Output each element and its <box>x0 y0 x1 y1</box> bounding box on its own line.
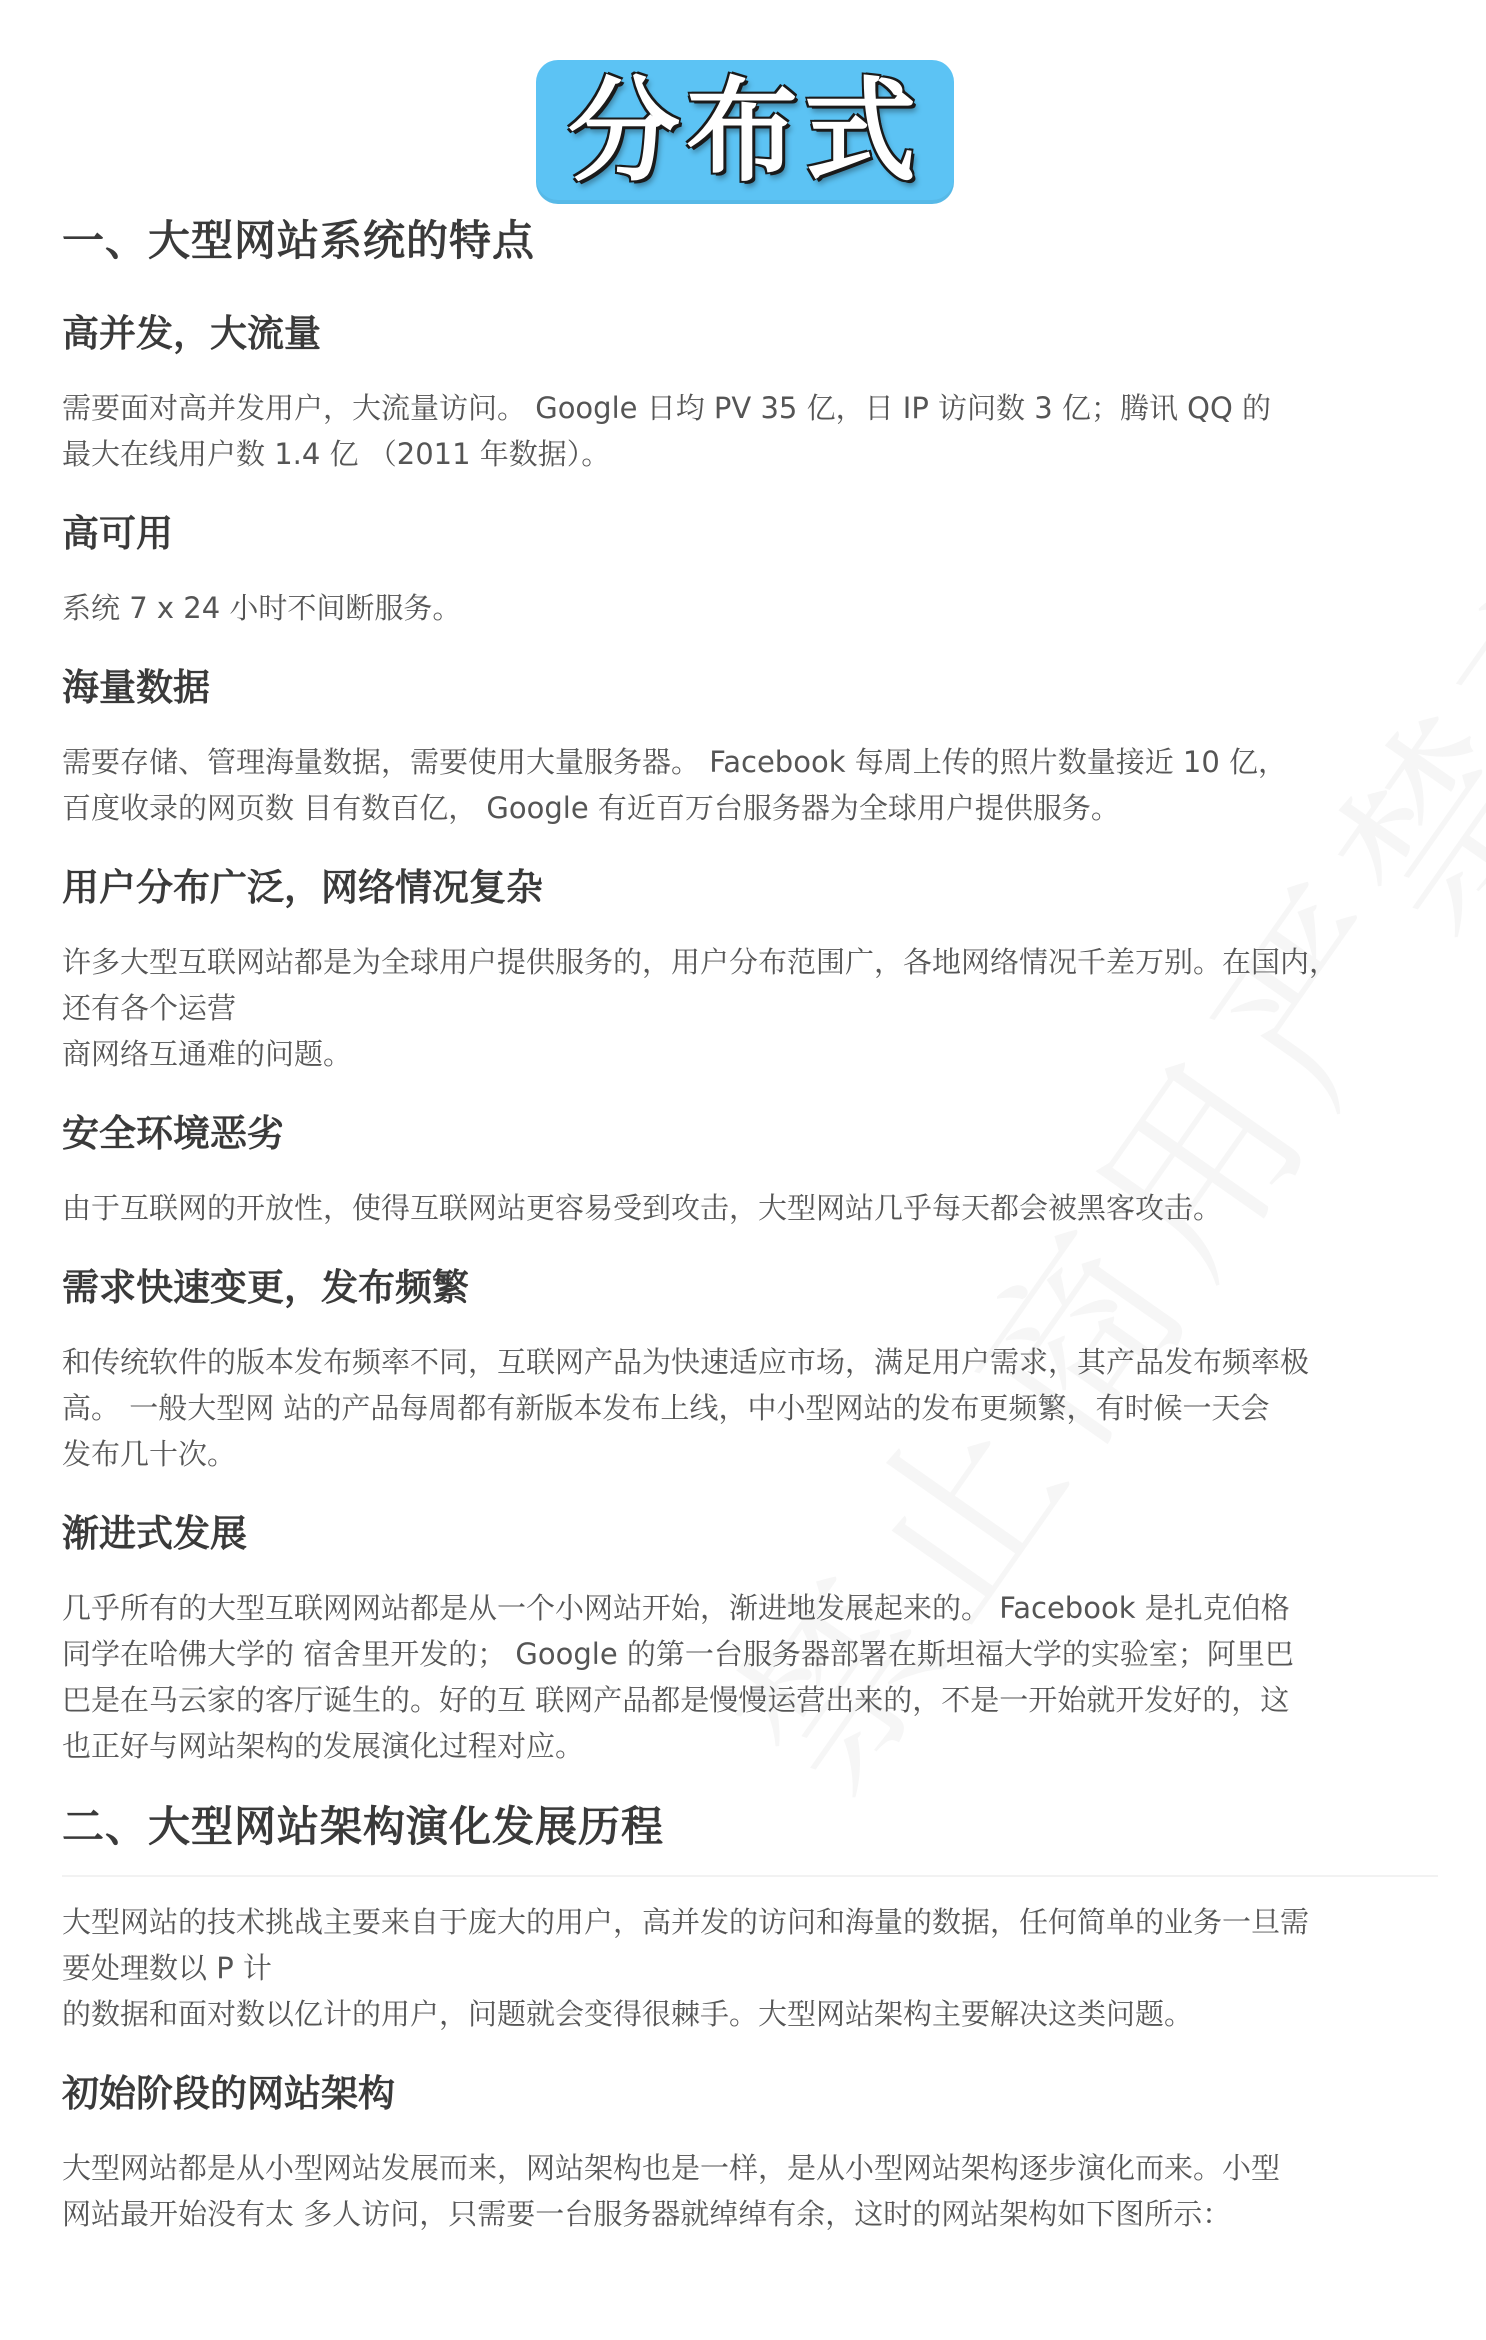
paragraph-line: 大型网站都是从小型网站发展而来，网站架构也是一样，是从小型网站架构逐步演化而来。小型 <box>62 2151 1281 2185</box>
subheading-high-concurrency: 高并发，大流量 <box>62 312 321 355</box>
section-heading-evolution: 二、大型网站架构演化发展历程 <box>62 1791 1438 1877</box>
paragraph-line: 网站最开始没有太 多人访问，只需要一台服务器就绰绰有余，这时的网站架构如下图所示： <box>62 2197 1232 2231</box>
page-title: 分布式 <box>568 67 922 197</box>
paragraph-wide-distribution <box>62 939 1438 1077</box>
subheading-progressive: 渐进式发展 <box>62 1512 247 1555</box>
paragraph-rapid-release <box>62 1339 1438 1477</box>
section-heading-features: 一、大型网站系统的特点 <box>62 216 536 265</box>
paragraph-line: 也正好与网站架构的发展演化过程对应。 <box>62 1729 585 1763</box>
subheading-security: 安全环境恶劣 <box>62 1112 284 1155</box>
subheading-wide-distribution: 用户分布广泛，网络情况复杂 <box>62 866 543 909</box>
paragraph-high-concurrency <box>62 385 1438 477</box>
paragraph-line: 高。 一般大型网 站的产品每周都有新版本发布上线，中小型网站的发布更频繁，有时候一天会 <box>62 1391 1270 1425</box>
paragraph-line: 发布几十次。 <box>62 1437 237 1471</box>
paragraph-line: 和传统软件的版本发布频率不同，互联网产品为快速适应市场，满足用户需求，其产品发布频率极 <box>62 1345 1310 1379</box>
paragraph-line: 需要存储、管理海量数据，需要使用大量服务器。 Facebook 每周上传的照片数量接近 10 亿， <box>62 745 1288 779</box>
paragraph-initial-stage <box>62 2145 1438 2237</box>
paragraph-massive-data <box>62 739 1438 831</box>
paragraph-line: 大型网站的技术挑战主要来自于庞大的用户，高并发的访问和海量的数据，任何简单的业务一旦需 <box>62 1905 1310 1939</box>
subheading-rapid-release: 需求快速变更，发布频繁 <box>62 1266 469 1309</box>
paragraph-line: 许多大型互联网站都是为全球用户提供服务的，用户分布范围广，各地网络情况千差万别。在国内， <box>62 945 1339 979</box>
subheading-initial-stage: 初始阶段的网站架构 <box>62 2072 395 2115</box>
paragraph-line: 同学在哈佛大学的 宿舍里开发的； Google 的第一台服务器部署在斯坦福大学的实验室；阿里巴 <box>62 1637 1294 1671</box>
title-badge <box>536 60 954 204</box>
paragraph-security <box>62 1185 1438 1231</box>
paragraph-line: 还有各个运营 <box>62 991 237 1025</box>
paragraph-line: 需要面对高并发用户，大流量访问。 Google 日均 PV 35 亿，日 IP 访问数 3 亿；腾讯 QQ 的 <box>62 391 1272 425</box>
paragraph-line: 百度收录的网页数 目有数百亿， Google 有近百万台服务器为全球用户提供服务。 <box>62 791 1120 825</box>
paragraph-line: 要处理数以 P 计 <box>62 1951 272 1985</box>
paragraph-evolution-intro <box>62 1899 1438 2037</box>
paragraph-line: 的数据和面对数以亿计的用户，问题就会变得很棘手。大型网站架构主要解决这类问题。 <box>62 1997 1194 2031</box>
paragraph-line: 巴是在马云家的客厅诞生的。好的互 联网产品都是慢慢运营出来的，不是一开始就开发好的，这 <box>62 1683 1290 1717</box>
paragraph-line: 商网络互通难的问题。 <box>62 1037 353 1071</box>
article-content <box>62 205 1438 2237</box>
paragraph-line: 最大在线用户数 1.4 亿 （2011 年数据）。 <box>62 437 611 471</box>
paragraph-line: 由于互联网的开放性，使得互联网站更容易受到攻击，大型网站几乎每天都会被黑客攻击。 <box>62 1191 1223 1225</box>
paragraph-line: 系统 7 x 24 小时不间断服务。 <box>62 591 462 625</box>
subheading-high-availability: 高可用 <box>62 512 173 555</box>
paragraph-progressive <box>62 1585 1438 1769</box>
paragraph-line: 几乎所有的大型互联网网站都是从一个小网站开始，渐进地发展起来的。 Facebook 是扎克伯格 <box>62 1591 1290 1625</box>
paragraph-high-availability <box>62 585 1438 631</box>
subheading-massive-data: 海量数据 <box>62 666 210 709</box>
